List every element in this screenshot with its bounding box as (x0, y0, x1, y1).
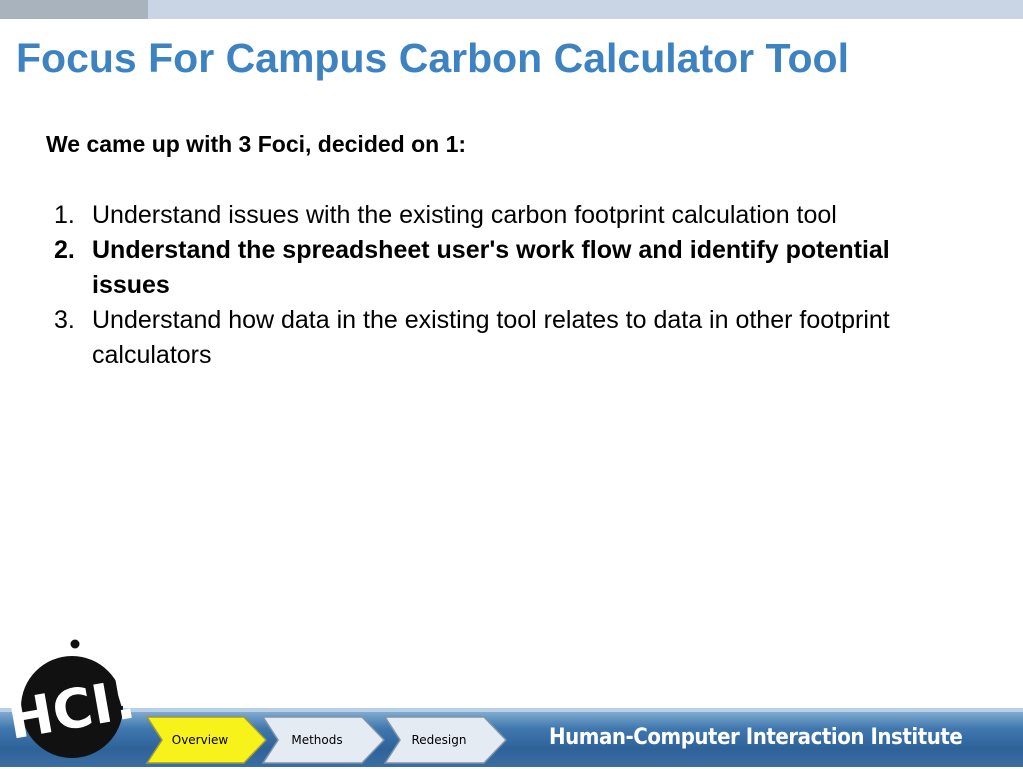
nav-step-overview[interactable] (146, 715, 268, 765)
svg-text:HCI!: HCI! (3, 667, 142, 752)
focus-text: Understand issues with the existing carbon footprint calculation tool (92, 201, 837, 229)
slide-title: Focus For Campus Carbon Calculator Tool (16, 35, 849, 81)
top-bar-accent (0, 0, 148, 19)
foci-list (54, 198, 974, 373)
top-bar (0, 0, 1023, 19)
footer-band-highlight (0, 708, 1023, 712)
focus-text: Understand the spreadsheet user's work flow and identify potential issues (92, 236, 890, 299)
focus-text: Understand how data in the existing tool relates to data in other footprint calculators (92, 306, 890, 369)
focus-item-3 (54, 303, 974, 373)
focus-item-1 (54, 198, 974, 233)
hcii-logo (3, 636, 142, 764)
focus-item-2 (54, 233, 974, 303)
institute-name: Human-Computer Interaction Institute (549, 725, 963, 750)
nav-step-redesign[interactable] (384, 715, 508, 765)
nav-step-label: Overview (171, 733, 229, 747)
nav-step-methods[interactable] (262, 715, 386, 765)
nav-step-label: Redesign (411, 733, 467, 747)
hcii-logo-mark (3, 636, 142, 764)
lead-text: We came up with 3 Foci, decided on 1: (46, 131, 467, 157)
focus-number: 3. (54, 306, 75, 334)
nav-step-label: Methods (291, 733, 343, 747)
focus-number: 1. (54, 201, 75, 229)
focus-number: 2. (54, 236, 75, 264)
